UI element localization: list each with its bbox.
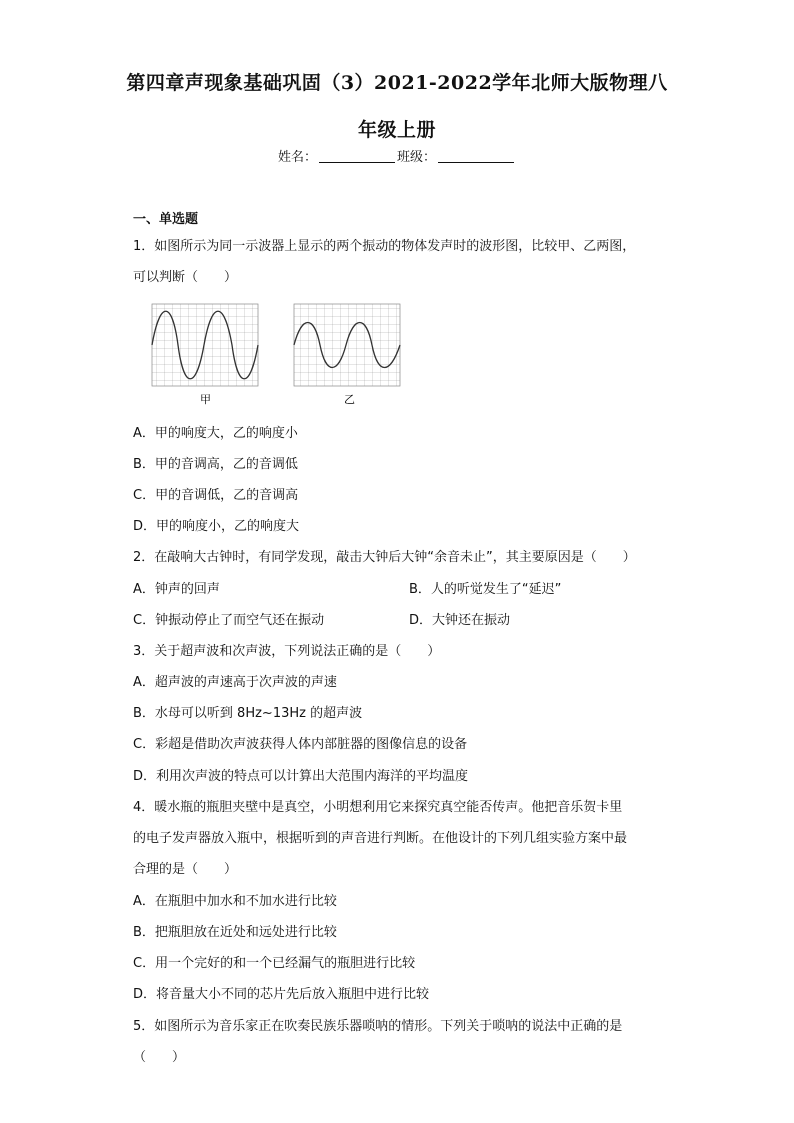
q5-stem-line-1: 5．如图所示为音乐家正在吹奏民族乐器唢呐的情形。下列关于唢呐的说法中正确的是 xyxy=(133,1019,623,1034)
section-heading: 一、单选题 xyxy=(133,212,199,227)
q4-option-a: A．在瓶胆中加水和不加水进行比较 xyxy=(133,894,337,909)
figure-label-b: 乙 xyxy=(344,393,355,406)
name-label: 姓名： xyxy=(277,150,317,165)
waveform-b xyxy=(294,304,400,386)
class-label: 班级： xyxy=(397,150,437,165)
document-title-line-2: 年级上册 xyxy=(357,119,436,141)
waveform-a xyxy=(152,304,258,386)
class-blank[interactable] xyxy=(438,150,514,163)
q1-option-c: C．甲的音调低，乙的音调高 xyxy=(133,488,299,503)
q4-stem-line-3: 合理的是（ ） xyxy=(133,862,238,877)
q2-option-d: D．大钟还在振动 xyxy=(409,613,511,628)
q4-stem-line-2: 的电子发声器放入瓶中，根据听到的声音进行判断。在他设计的下列几组实验方案中最 xyxy=(133,831,628,846)
q3-option-a: A．超声波的声速高于次声波的声速 xyxy=(133,675,337,690)
q2-option-b: B．人的听觉发生了“延迟” xyxy=(409,582,562,597)
q2-stem: 2．在敲响大古钟时，有同学发现，敲击大钟后大钟“余音未止”，其主要原因是（ ） xyxy=(133,550,636,565)
q5-stem-line-2: （ ） xyxy=(133,1050,186,1065)
q1-stem-line-2: 可以判断（ ） xyxy=(133,270,238,285)
q3-option-d: D．利用次声波的特点可以计算出大范围内海洋的平均温度 xyxy=(133,769,469,784)
waveform-figure xyxy=(148,300,408,410)
q4-option-c: C．用一个完好的和一个已经漏气的瓶胆进行比较 xyxy=(133,956,416,971)
q3-option-c: C．彩超是借助次声波获得人体内部脏器的图像信息的设备 xyxy=(133,737,468,752)
q2-option-c: C．钟振动停止了而空气还在振动 xyxy=(133,613,325,628)
name-class-row xyxy=(0,146,794,165)
q4-option-d: D．将音量大小不同的芯片先后放入瓶胆中进行比较 xyxy=(133,987,430,1002)
q1-stem-line-1: 1．如图所示为同一示波器上显示的两个振动的物体发声时的波形图，比较甲、乙两图， xyxy=(133,239,636,254)
q4-stem-line-1: 4．暖水瓶的瓶胆夹壁中是真空，小明想利用它来探究真空能否传声。他把音乐贺卡里 xyxy=(133,800,623,815)
document-title-line-1: 第四章声现象基础巩固（3）2021-2022学年北师大版物理八 xyxy=(126,72,668,94)
q3-option-b: B．水母可以听到 8Hz~13Hz 的超声波 xyxy=(133,706,363,721)
figure-label-a: 甲 xyxy=(200,393,211,406)
q3-stem: 3．关于超声波和次声波，下列说法正确的是（ ） xyxy=(133,644,441,659)
q1-option-d: D．甲的响度小，乙的响度大 xyxy=(133,519,300,534)
q2-option-a: A．钟声的回声 xyxy=(133,582,220,597)
name-blank[interactable] xyxy=(319,150,395,163)
q1-option-a: A．甲的响度大，乙的响度小 xyxy=(133,426,298,441)
q1-option-b: B．甲的音调高，乙的音调低 xyxy=(133,457,298,472)
q4-option-b: B．把瓶胆放在近处和远处进行比较 xyxy=(133,925,337,940)
